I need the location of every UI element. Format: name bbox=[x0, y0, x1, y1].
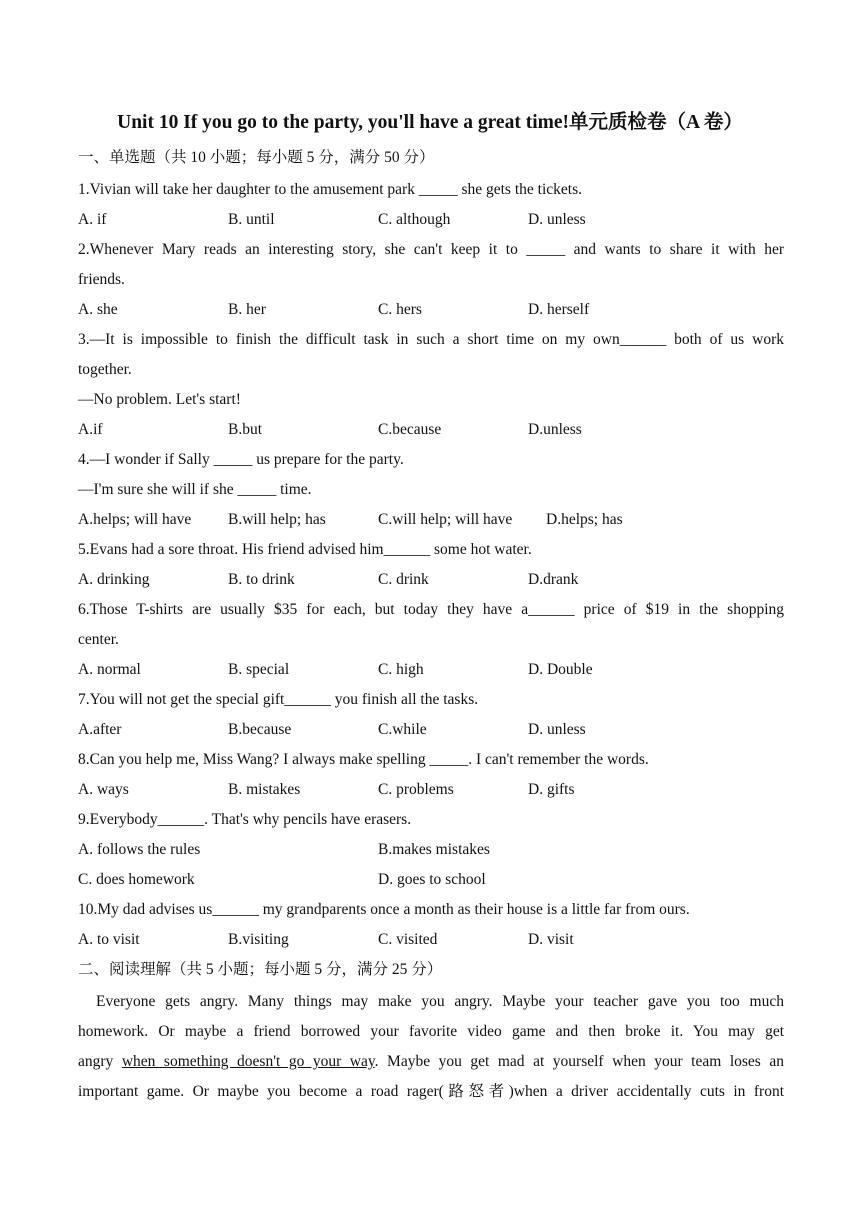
question-stem: 3.—It is impossible to finish the difficult task in such a short time on my own______ both of us work bbox=[78, 331, 784, 348]
section-heading: 一、单选题（共 10 小题；每小题 5 分，满分 50 分） bbox=[78, 149, 435, 166]
option-a: A. if bbox=[78, 211, 107, 228]
option-d: D.unless bbox=[528, 421, 582, 438]
option-a: A. normal bbox=[78, 661, 141, 678]
option-c: C.will help; will have bbox=[378, 511, 513, 528]
question-stem: 2.Whenever Mary reads an interesting story, she can't keep it to _____ and wants to share it with her bbox=[78, 241, 784, 258]
option-a: A.helps; will have bbox=[78, 511, 192, 528]
option-a: A.if bbox=[78, 421, 103, 438]
question-stem-cont: together. bbox=[78, 361, 132, 378]
option-c: C. hers bbox=[378, 301, 422, 318]
option-d: D. gifts bbox=[528, 781, 575, 798]
underlined-phrase: when something doesn't go your way bbox=[121, 1053, 375, 1070]
option-c: C. drink bbox=[378, 571, 429, 588]
option-b: B. mistakes bbox=[228, 781, 301, 798]
passage-line bbox=[78, 1052, 784, 1072]
question-stem: 8.Can you help me, Miss Wang? I always make spelling _____. I can't remember the words. bbox=[78, 751, 649, 768]
option-b: B.makes mistakes bbox=[378, 841, 490, 858]
option-c: C. high bbox=[378, 661, 424, 678]
question-stem: 1.Vivian will take her daughter to the amusement park _____ she gets the tickets. bbox=[78, 181, 582, 198]
option-a: A. follows the rules bbox=[78, 841, 201, 858]
option-b: B.because bbox=[228, 721, 292, 738]
dialogue-reply: —No problem. Let's start! bbox=[78, 391, 241, 408]
question-stem: 6.Those T-shirts are usually $35 for each, but today they have a______ price of $19 in the shopping bbox=[78, 601, 784, 618]
option-d: D. Double bbox=[528, 661, 593, 678]
question-stem: 10.My dad advises us______ my grandparents once a month as their house is a little far from ours. bbox=[78, 901, 690, 918]
passage-line: important game. Or maybe you become a road rager(路怒者)when a driver accidentally cuts in front bbox=[78, 1083, 784, 1100]
option-c: C. although bbox=[378, 211, 451, 228]
passage-text: angry bbox=[78, 1053, 122, 1070]
option-a: A. ways bbox=[78, 781, 129, 798]
option-c: C. does homework bbox=[78, 871, 195, 888]
question-stem: 7.You will not get the special gift______ you finish all the tasks. bbox=[78, 691, 479, 708]
option-d: D.drank bbox=[528, 571, 579, 588]
option-a: A. to visit bbox=[78, 931, 140, 948]
passage-text: . Maybe you get mad at yourself when your team loses an bbox=[374, 1053, 784, 1070]
option-b: B. to drink bbox=[228, 571, 295, 588]
option-b: B.but bbox=[228, 421, 263, 438]
option-d: D.helps; has bbox=[546, 511, 623, 528]
section-heading: 二、阅读理解（共 5 小题；每小题 5 分，满分 25 分） bbox=[78, 961, 443, 978]
option-d: D. unless bbox=[528, 211, 586, 228]
passage-line: Everyone gets angry. Many things may make you angry. Maybe your teacher gave you too much bbox=[96, 993, 784, 1010]
passage-line: homework. Or maybe a friend borrowed your favorite video game and then broke it. You may get bbox=[78, 1023, 784, 1040]
question-stem: 4.—I wonder if Sally _____ us prepare for the party. bbox=[78, 451, 404, 468]
option-b: B.will help; has bbox=[228, 511, 326, 528]
option-d: D. visit bbox=[528, 931, 574, 948]
option-c: C. problems bbox=[378, 781, 454, 798]
dialogue-reply: —I'm sure she will if she _____ time. bbox=[78, 481, 312, 498]
option-a: A.after bbox=[78, 721, 122, 738]
question-stem-cont: friends. bbox=[78, 271, 125, 288]
option-c: C.while bbox=[378, 721, 427, 738]
option-a: A. she bbox=[78, 301, 118, 318]
option-c: C.because bbox=[378, 421, 442, 438]
option-a: A. drinking bbox=[78, 571, 150, 588]
option-d: D. unless bbox=[528, 721, 586, 738]
option-b: B. special bbox=[228, 661, 290, 678]
question-stem-cont: center. bbox=[78, 631, 119, 648]
option-b: B. her bbox=[228, 301, 266, 318]
option-d: D. herself bbox=[528, 301, 590, 318]
question-stem: 9.Everybody______. That's why pencils have erasers. bbox=[78, 811, 412, 828]
page-title: Unit 10 If you go to the party, you'll have a great time!单元质检卷（A 卷） bbox=[117, 112, 743, 133]
option-c: C. visited bbox=[378, 931, 438, 948]
option-d: D. goes to school bbox=[378, 871, 486, 888]
option-b: B. until bbox=[228, 211, 275, 228]
question-stem: 5.Evans had a sore throat. His friend advised him______ some hot water. bbox=[78, 541, 532, 558]
option-b: B.visiting bbox=[228, 931, 289, 948]
